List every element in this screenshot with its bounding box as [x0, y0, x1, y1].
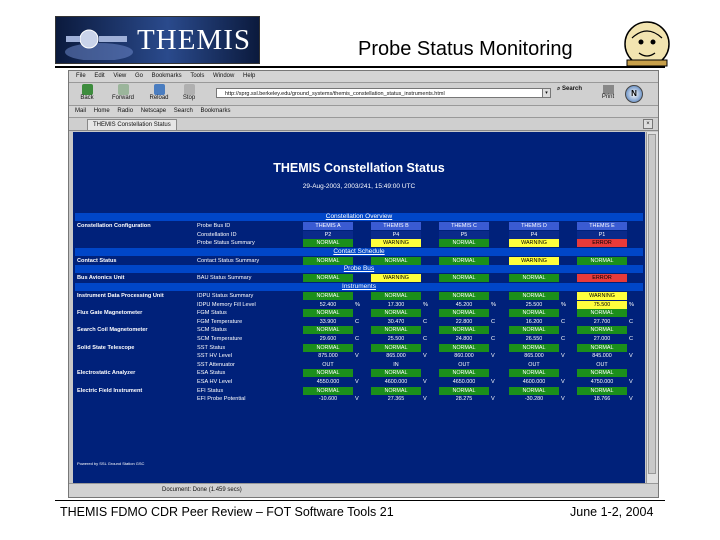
back-arrow-icon [82, 84, 93, 95]
unit-label: V [491, 353, 495, 360]
status-cell: 16.200 [525, 318, 543, 325]
browser-window [68, 70, 659, 498]
status-cell: ERROR [577, 274, 627, 282]
status-cell: 25.500 [387, 336, 405, 342]
unit-label: V [423, 379, 427, 385]
status-cell: 25.500 [525, 301, 543, 308]
status-cell: NORMAL [371, 257, 421, 265]
status-cell: NORMAL [303, 309, 353, 317]
field-label: BAU Status Summary [197, 275, 252, 282]
menu-edit[interactable]: Edit [94, 73, 105, 79]
status-cell: NORMAL [439, 387, 489, 395]
tab-bar [69, 118, 658, 131]
unit-label: V [629, 379, 633, 385]
status-cell: NORMAL [371, 344, 421, 352]
section-header: Probe Bus [75, 265, 643, 273]
search-button[interactable]: ⌕ Search [557, 86, 583, 92]
personal-netscape[interactable]: Netscape [140, 108, 167, 114]
status-cell: NORMAL [509, 292, 559, 300]
status-cell: -30.280 [524, 396, 544, 403]
status-cell: 28.275 [455, 396, 473, 403]
unit-label: V [491, 379, 495, 385]
status-cell: NORMAL [303, 344, 353, 352]
status-cell: 27.365 [387, 396, 405, 403]
group-label: Electric Field Instrument [77, 387, 143, 394]
field-label: FGM Temperature [197, 318, 243, 325]
address-dropdown-icon[interactable]: ▾ [542, 88, 551, 98]
status-cell: P2 [303, 231, 353, 239]
address-bar[interactable]: http://sprg.ssl.berkeley.edu/ground_systems/themis_constellation_status_instruments.html [216, 88, 544, 98]
themis-logo [55, 16, 260, 64]
vertical-scrollbar[interactable] [646, 132, 658, 484]
print-button[interactable]: Print [597, 85, 619, 100]
status-cell: NORMAL [303, 369, 353, 377]
status-cell: NORMAL [577, 257, 627, 265]
page-content [73, 132, 645, 484]
status-cell: NORMAL [577, 309, 627, 317]
menu-go[interactable]: Go [134, 73, 143, 79]
unit-label: % [423, 301, 428, 308]
section-header: Instruments [75, 283, 643, 291]
field-label: SCM Status [197, 327, 227, 334]
back-button[interactable]: Back [75, 84, 99, 101]
status-cell: 4550.000 [316, 379, 340, 385]
status-cell: NORMAL [439, 309, 489, 317]
menu-window[interactable]: Window [213, 73, 235, 79]
status-cell: NORMAL [577, 326, 627, 334]
unit-label: V [629, 353, 633, 360]
status-cell: P4 [371, 231, 421, 239]
printer-icon [603, 85, 614, 94]
unit-label: V [561, 379, 565, 385]
status-cell: NORMAL [577, 387, 627, 395]
status-cell: NORMAL [439, 326, 489, 334]
status-cell: -10.600 [318, 396, 338, 403]
section-header: Contact Schedule [75, 248, 643, 256]
group-label: Instrument Data Processing Unit [77, 293, 164, 299]
field-label: SST HV Level [197, 353, 233, 360]
status-text: Document: Done (1.459 secs) [162, 487, 242, 493]
status-cell: NORMAL [303, 326, 353, 334]
page-title: THEMIS Constellation Status [273, 161, 445, 175]
status-cell: 75.500 [577, 301, 627, 309]
status-cell: NORMAL [303, 274, 353, 282]
unit-label: % [629, 301, 634, 308]
menu-tools[interactable]: Tools [190, 73, 205, 79]
group-label: Flux Gate Magnetometer [77, 310, 143, 317]
field-label: Constellation ID [197, 231, 237, 238]
unit-label: C [355, 318, 360, 325]
unit-label: V [423, 396, 427, 403]
unit-label: V [423, 353, 427, 360]
status-cell: OUT [528, 361, 540, 368]
field-label: SCM Temperature [197, 336, 243, 342]
status-cell: WARNING [577, 292, 627, 300]
status-cell: WARNING [371, 274, 421, 282]
status-cell: NORMAL [303, 239, 353, 247]
status-cell: 865.000 [524, 353, 544, 360]
unit-label: V [561, 353, 565, 360]
status-cell: WARNING [509, 257, 559, 265]
personal-mail[interactable]: Mail [75, 108, 87, 114]
unit-label: C [355, 336, 360, 342]
status-cell: 4750.000 [590, 379, 614, 385]
status-cell: 845.000 [592, 353, 612, 360]
field-label: IDPU Memory Fill Level [197, 301, 256, 308]
status-cell: 30.470 [387, 318, 405, 325]
status-cell: 29.600 [319, 336, 337, 342]
status-cell: 26.550 [525, 336, 543, 342]
status-cell: WARNING [371, 239, 421, 247]
reload-icon [154, 84, 165, 95]
status-cell: 4600.000 [384, 379, 408, 385]
status-cell: NORMAL [439, 292, 489, 300]
status-timestamp: 29-Aug-2003, 2003/241, 15:49:00 UTC [302, 183, 416, 190]
status-cell: OUT [322, 361, 334, 368]
status-cell: THEMIS C [439, 222, 489, 230]
status-cell: NORMAL [439, 257, 489, 265]
status-cell: NORMAL [303, 387, 353, 395]
logo-text: THEMIS [137, 24, 251, 56]
personal-radio[interactable]: Radio [117, 108, 134, 114]
status-cell: THEMIS D [509, 222, 559, 230]
unit-label: C [629, 318, 634, 325]
status-cell: NORMAL [509, 344, 559, 352]
status-cell: NORMAL [439, 369, 489, 377]
menu-bar [69, 71, 658, 83]
menu-file[interactable]: File [76, 73, 86, 79]
unit-label: V [355, 379, 359, 385]
status-cell: NORMAL [509, 309, 559, 317]
scrollbar-thumb[interactable] [648, 134, 656, 474]
personal-toolbar [69, 106, 658, 118]
field-label: Probe Bus ID [197, 223, 231, 229]
status-cell: NORMAL [371, 326, 421, 334]
menu-bookmarks[interactable]: Bookmarks [151, 73, 182, 79]
status-bar [69, 483, 658, 497]
group-label: Contact Status [77, 257, 117, 264]
status-cell: P5 [439, 231, 489, 239]
section-header: Constellation Overview [75, 213, 643, 221]
unit-label: C [629, 336, 634, 342]
status-cell: 865.000 [386, 353, 406, 360]
unit-label: V [561, 396, 565, 403]
magnifier-icon: ⌕ [557, 86, 561, 92]
field-label: Probe Status Summary [197, 240, 255, 247]
group-label: Electrostatic Analyzer [77, 370, 136, 377]
status-cell: 875.000 [318, 353, 338, 360]
status-cell: NORMAL [371, 387, 421, 395]
status-cell: NORMAL [371, 369, 421, 377]
group-label: Search Coil Magnetometer [77, 327, 148, 334]
status-cell: 22.800 [455, 318, 473, 325]
status-cell: NORMAL [439, 274, 489, 282]
unit-label: V [355, 353, 359, 360]
status-cell: NORMAL [371, 309, 421, 317]
navigation-toolbar [69, 83, 658, 106]
close-tab-icon[interactable]: × [643, 119, 653, 129]
status-cell: P4 [509, 231, 559, 239]
status-cell: ERROR [577, 239, 627, 247]
netscape-logo-icon: N [625, 85, 643, 103]
field-label: FGM Status [197, 310, 227, 317]
field-label: Contact Status Summary [197, 257, 260, 264]
footer-date: June 1-2, 2004 [570, 505, 654, 519]
field-label: ESA HV Level [197, 379, 233, 385]
header-rule [55, 66, 665, 68]
status-cell: NORMAL [509, 387, 559, 395]
status-cell: NORMAL [509, 369, 559, 377]
group-label: Bus Avionics Unit [77, 275, 125, 282]
unit-label: C [491, 318, 496, 325]
themis-mascot-icon [622, 20, 672, 68]
status-cell: NORMAL [577, 369, 627, 377]
group-label: Solid State Telescope [77, 344, 135, 351]
status-cell: NORMAL [439, 239, 489, 247]
field-label: EFI Probe Potential [197, 396, 246, 403]
status-cell: NORMAL [371, 292, 421, 300]
satellite-icon [64, 22, 134, 60]
status-cell: WARNING [509, 239, 559, 247]
status-cell: THEMIS B [371, 222, 421, 230]
tab-constellation-status[interactable]: THEMIS Constellation Status [87, 119, 177, 131]
status-cell: THEMIS A [303, 222, 353, 230]
status-cell: 860.000 [454, 353, 474, 360]
status-cell: OUT [596, 361, 608, 368]
status-cell: NORMAL [577, 344, 627, 352]
field-label: SST Status [197, 344, 226, 351]
personal-bookmarks[interactable]: Bookmarks [200, 108, 231, 114]
status-cell: 27.000 [593, 336, 611, 342]
unit-label: C [423, 336, 428, 342]
unit-label: C [561, 318, 566, 325]
menu-help[interactable]: Help [243, 73, 256, 79]
forward-arrow-icon [118, 84, 129, 95]
status-cell: 4650.000 [452, 379, 476, 385]
status-cell: OUT [458, 361, 470, 368]
page-footnote: Powered by SSL Ground Station GSC [77, 461, 145, 466]
status-cell: NORMAL [439, 344, 489, 352]
unit-label: C [561, 336, 566, 342]
field-label: IDPU Status Summary [197, 293, 254, 299]
slide-title: Probe Status Monitoring [358, 38, 573, 60]
status-cell: NORMAL [303, 292, 353, 300]
status-cell: NORMAL [509, 326, 559, 334]
unit-label: % [491, 301, 496, 308]
field-label: SST Attenuator [197, 361, 235, 368]
status-cell: 24.800 [455, 336, 473, 342]
menu-view[interactable]: View [113, 73, 127, 79]
status-cell: 17.300 [387, 301, 405, 308]
status-cell: 4600.000 [522, 379, 546, 385]
unit-label: V [629, 396, 633, 403]
forward-button[interactable]: Forward [111, 84, 135, 101]
field-label: EFI Status [197, 387, 224, 394]
unit-label: V [355, 396, 359, 403]
stop-button[interactable]: Stop [177, 84, 201, 101]
status-cell: 18.766 [593, 396, 611, 403]
personal-home[interactable]: Home [93, 108, 110, 114]
unit-label: V [491, 396, 495, 403]
status-cell: 52.400 [319, 301, 337, 308]
personal-search[interactable]: Search [173, 108, 193, 114]
status-cell: IN [393, 361, 399, 368]
status-cell: NORMAL [509, 274, 559, 282]
status-cell: 33.900 [319, 318, 337, 325]
field-label: ESA Status [197, 370, 226, 377]
unit-label: % [561, 301, 566, 308]
unit-label: C [491, 336, 496, 342]
reload-button[interactable]: Reload [147, 84, 171, 101]
status-cell: THEMIS E [577, 222, 627, 230]
stop-icon [184, 84, 195, 95]
unit-label: % [355, 301, 360, 308]
footer-rule [55, 500, 665, 501]
unit-label: C [423, 318, 428, 325]
status-cell: 45.200 [455, 301, 473, 308]
group-label: Constellation Configuration [77, 223, 151, 229]
status-cell: NORMAL [303, 257, 353, 265]
footer-left: THEMIS FDMO CDR Peer Review – FOT Software Tools 21 [60, 505, 394, 519]
status-cell: P1 [577, 231, 627, 239]
status-cell: 27.700 [593, 318, 611, 325]
